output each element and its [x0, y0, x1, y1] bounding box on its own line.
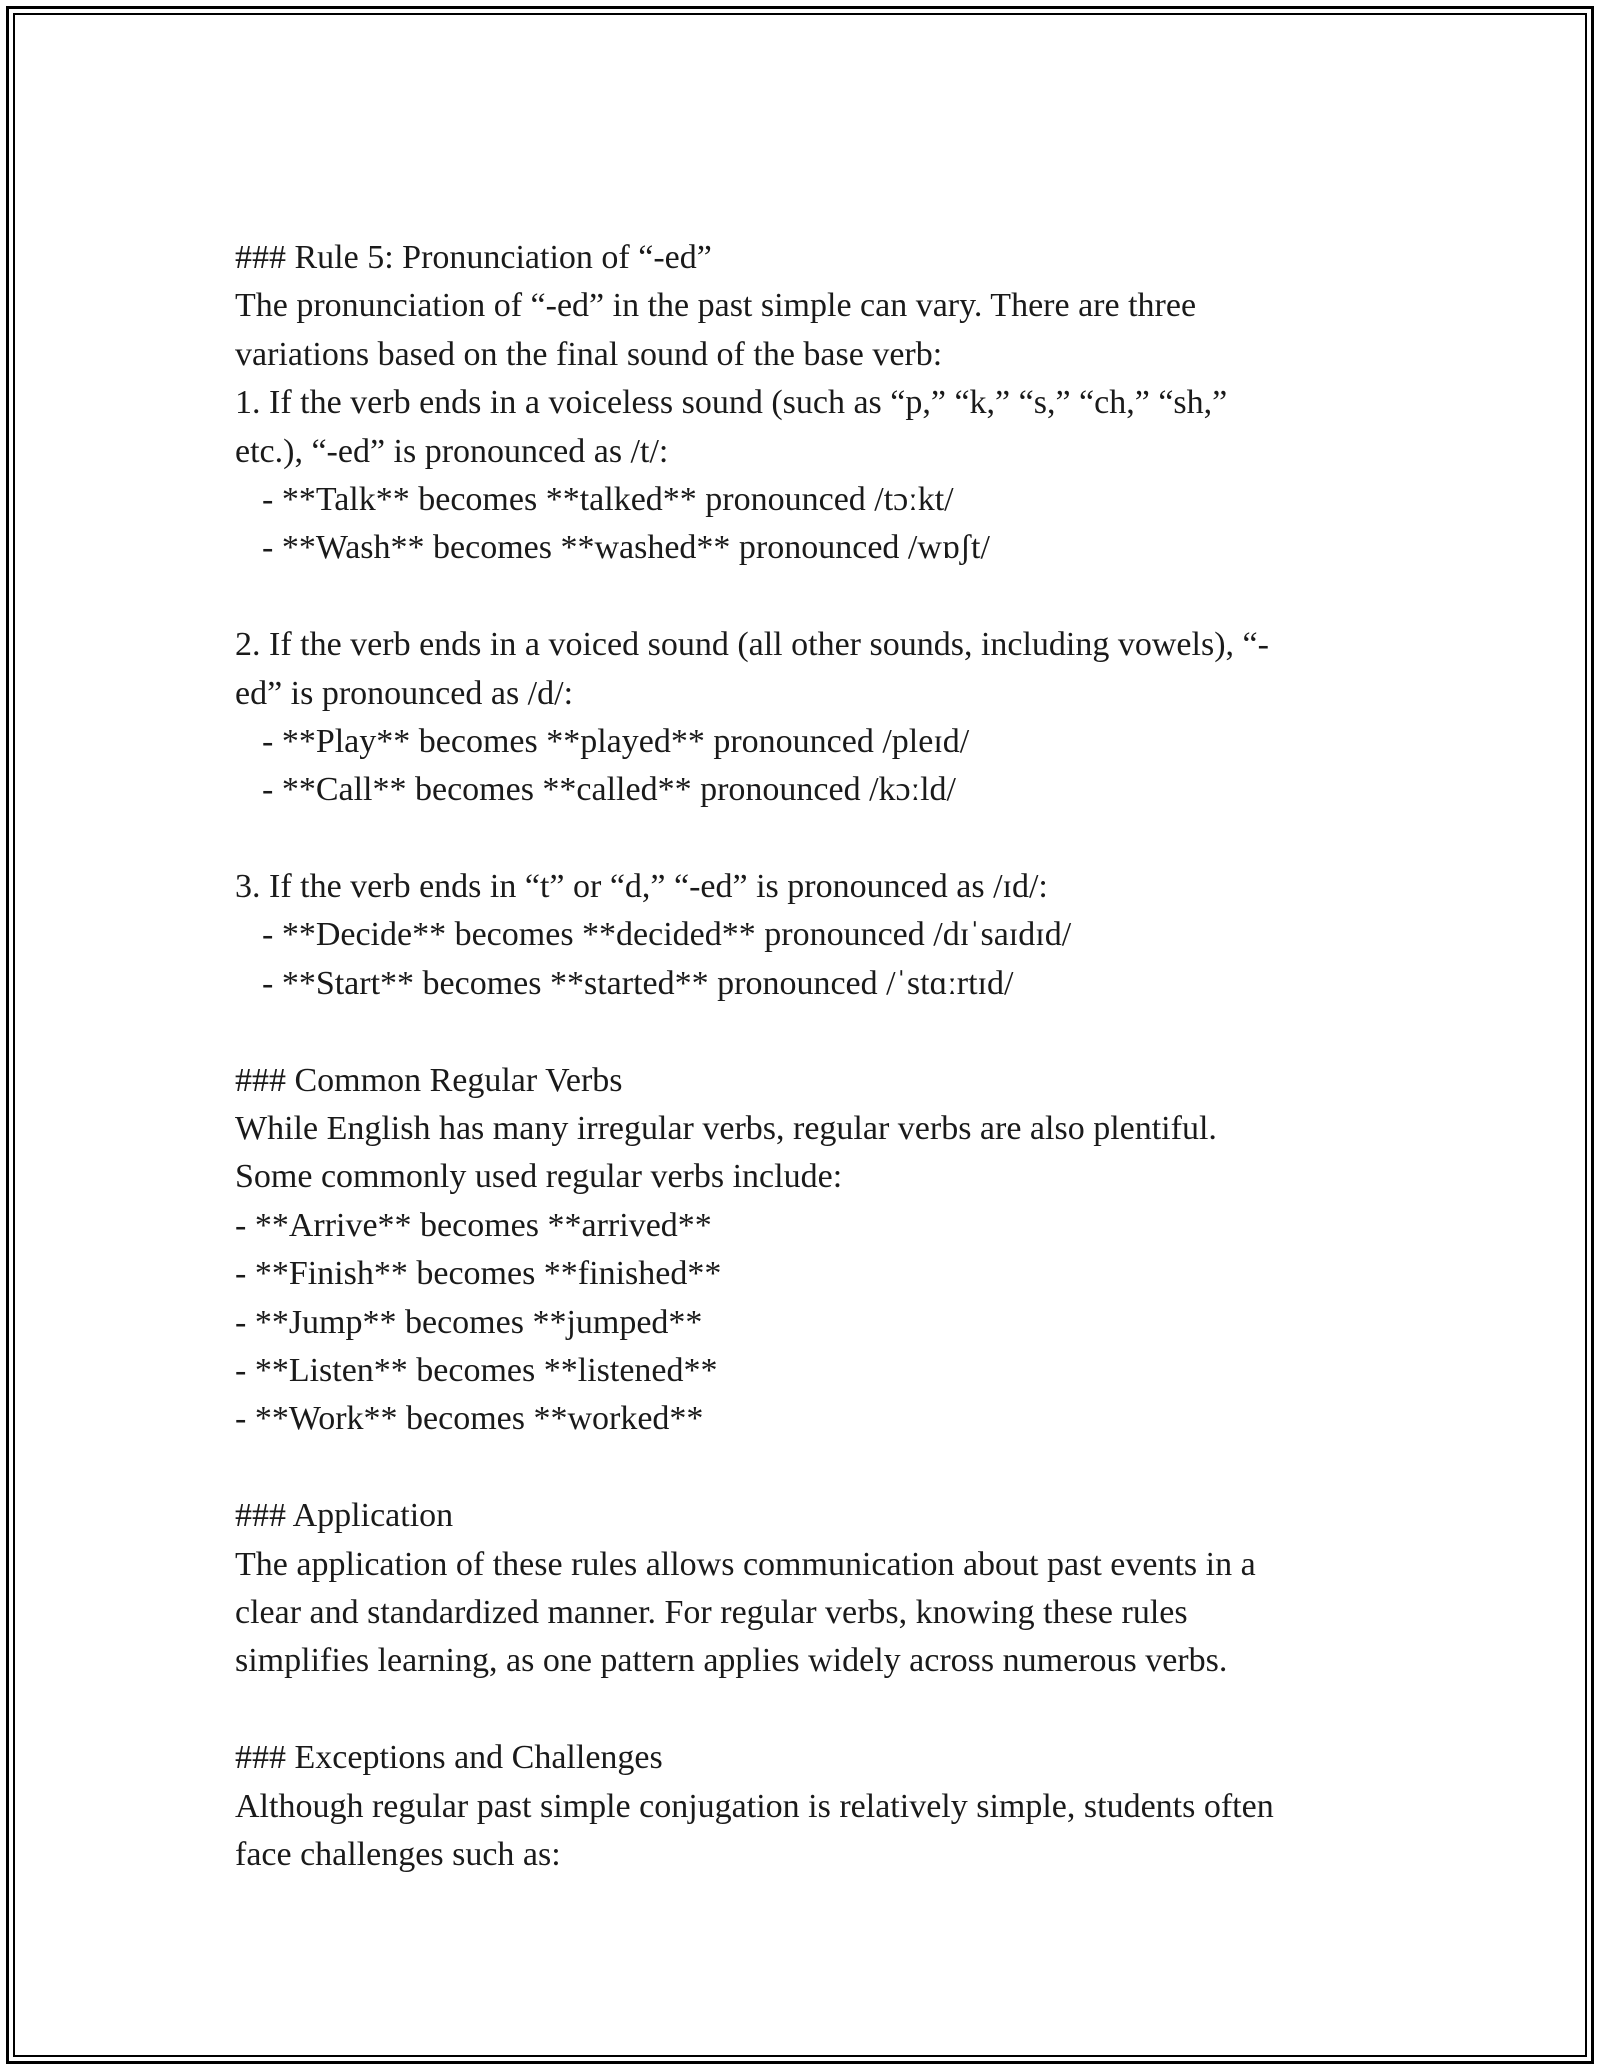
blank-line — [235, 1444, 1375, 1492]
application-line: The application of these rules allows communication about past events in a — [235, 1545, 1256, 1583]
rule5-intro-line: The pronunciation of “-ed” in the past simple can vary. There are three — [235, 287, 1197, 325]
case1-example: - **Wash** becomes **washed** pronounced /wɒʃt/ — [262, 529, 990, 567]
case1-line: 1. If the verb ends in a voiceless sound (such as “p,” “k,” “s,” “ch,” “sh,” — [235, 384, 1228, 422]
case1-line: etc.), “-ed” is pronounced as /t/: — [235, 432, 669, 470]
exceptions-line: Although regular past simple conjugation is relatively simple, students often — [235, 1787, 1274, 1825]
common-verb-item: - **Work** becomes **worked** — [235, 1400, 704, 1438]
case2-line: 2. If the verb ends in a voiced sound (all other sounds, including vowels), “- — [235, 626, 1269, 664]
common-verb-item: - **Finish** becomes **finished** — [235, 1255, 722, 1293]
case2-example: - **Play** becomes **played** pronounced /pleɪd/ — [262, 722, 970, 760]
common-verbs-intro-line: While English has many irregular verbs, regular verbs are also plentiful. — [235, 1110, 1217, 1148]
blank-line — [235, 1008, 1375, 1056]
application-heading: ### Application — [235, 1497, 454, 1535]
case1-example: - **Talk** becomes **talked** pronounced /tɔːkt/ — [262, 480, 954, 518]
exceptions-line: face challenges such as: — [235, 1835, 561, 1873]
blank-line — [235, 573, 1375, 621]
case3-example: - **Start** becomes **started** pronounced /ˈstɑːrtɪd/ — [262, 964, 1014, 1002]
common-verbs-intro-line: Some commonly used regular verbs include: — [235, 1158, 843, 1196]
case2-line: ed” is pronounced as /d/: — [235, 674, 574, 712]
common-verb-item: - **Jump** becomes **jumped** — [235, 1303, 703, 1341]
common-verb-item: - **Arrive** becomes **arrived** — [235, 1206, 712, 1244]
application-line: clear and standardized manner. For regular verbs, knowing these rules — [235, 1593, 1188, 1631]
rule5-intro-line: variations based on the final sound of the base verb: — [235, 335, 943, 373]
case3-example: - **Decide** becomes **decided** pronounced /dɪˈsaɪdɪd/ — [262, 916, 1072, 954]
common-verb-item: - **Listen** becomes **listened** — [235, 1351, 718, 1389]
case3-line: 3. If the verb ends in “t” or “d,” “-ed” is pronounced as /ɪd/: — [235, 868, 1048, 906]
blank-line — [235, 815, 1375, 863]
document-body — [235, 234, 1375, 1879]
case2-example: - **Call** becomes **called** pronounced /kɔːld/ — [262, 771, 956, 809]
exceptions-heading: ### Exceptions and Challenges — [235, 1739, 663, 1777]
application-line: simplifies learning, as one pattern applies widely across numerous verbs. — [235, 1642, 1228, 1680]
common-verbs-heading: ### Common Regular Verbs — [235, 1061, 623, 1099]
rule5-heading: ### Rule 5: Pronunciation of “-ed” — [235, 239, 712, 276]
blank-line — [235, 1686, 1375, 1734]
